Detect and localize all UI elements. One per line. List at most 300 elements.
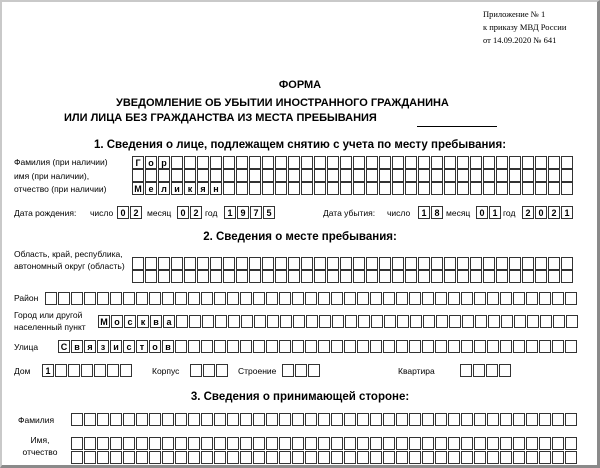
char-cell xyxy=(145,257,157,270)
receiving-surname-label: Фамилия xyxy=(18,415,55,425)
char-cell xyxy=(366,257,378,270)
char-cell xyxy=(301,182,313,195)
street-input[interactable] xyxy=(58,340,577,353)
char-cell xyxy=(158,169,170,182)
char-cell xyxy=(396,413,408,426)
char-cell xyxy=(509,257,521,270)
char-cell xyxy=(292,413,304,426)
char-cell xyxy=(561,257,573,270)
birth-year-label: год xyxy=(205,208,218,218)
char-cell xyxy=(496,257,508,270)
char-cell xyxy=(435,292,447,305)
char-cell xyxy=(422,451,434,464)
char-cell xyxy=(253,451,265,464)
char-cell: т xyxy=(136,340,148,353)
departure-day-input[interactable] xyxy=(418,206,443,219)
char-cell xyxy=(396,451,408,464)
char-cell xyxy=(288,182,300,195)
char-cell xyxy=(314,169,326,182)
char-cell xyxy=(136,451,148,464)
char-cell xyxy=(295,364,307,377)
char-cell xyxy=(548,182,560,195)
char-cell xyxy=(474,437,486,450)
district-input[interactable] xyxy=(45,292,577,305)
char-cell xyxy=(548,156,560,169)
char-cell xyxy=(418,270,430,283)
receiving-name-input-row-1[interactable] xyxy=(71,437,577,450)
char-cell xyxy=(500,340,512,353)
char-cell xyxy=(409,413,421,426)
char-cell xyxy=(171,156,183,169)
char-cell xyxy=(132,270,144,283)
char-cell xyxy=(214,437,226,450)
char-cell xyxy=(275,169,287,182)
char-cell xyxy=(197,156,209,169)
char-cell xyxy=(526,437,538,450)
char-cell xyxy=(461,451,473,464)
char-cell xyxy=(288,257,300,270)
char-cell xyxy=(448,437,460,450)
char-cell xyxy=(470,169,482,182)
char-cell xyxy=(379,257,391,270)
char-cell xyxy=(483,257,495,270)
char-cell xyxy=(371,315,383,328)
char-cell xyxy=(214,413,226,426)
char-cell xyxy=(262,257,274,270)
char-cell xyxy=(561,182,573,195)
char-cell xyxy=(280,315,292,328)
char-cell xyxy=(475,315,487,328)
char-cell xyxy=(405,270,417,283)
char-cell xyxy=(110,292,122,305)
char-cell xyxy=(500,451,512,464)
char-cell xyxy=(487,437,499,450)
char-cell xyxy=(158,270,170,283)
char-cell: з xyxy=(97,340,109,353)
char-cell xyxy=(431,270,443,283)
char-cell xyxy=(327,182,339,195)
char-cell xyxy=(344,451,356,464)
char-cell xyxy=(292,451,304,464)
char-cell xyxy=(396,340,408,353)
char-cell xyxy=(460,364,472,377)
char-cell xyxy=(301,156,313,169)
char-cell xyxy=(236,257,248,270)
char-cell xyxy=(71,413,83,426)
char-cell xyxy=(240,292,252,305)
char-cell xyxy=(457,270,469,283)
char-cell xyxy=(149,292,161,305)
char-cell: 0 xyxy=(535,206,547,219)
char-cell xyxy=(249,169,261,182)
birth-year-input[interactable] xyxy=(224,206,275,219)
char-cell: 0 xyxy=(177,206,189,219)
char-cell: в xyxy=(150,315,162,328)
char-cell xyxy=(487,340,499,353)
char-cell xyxy=(327,156,339,169)
city-input[interactable] xyxy=(98,315,578,328)
name-input[interactable] xyxy=(132,169,573,182)
char-cell xyxy=(97,451,109,464)
char-cell xyxy=(435,437,447,450)
char-cell xyxy=(526,340,538,353)
char-cell xyxy=(552,437,564,450)
char-cell xyxy=(240,340,252,353)
birth-day-input[interactable] xyxy=(117,206,142,219)
receiving-surname-input[interactable] xyxy=(71,413,577,426)
char-cell xyxy=(535,270,547,283)
char-cell: 2 xyxy=(522,206,534,219)
house-input[interactable] xyxy=(42,364,132,377)
char-cell xyxy=(279,437,291,450)
char-cell xyxy=(379,182,391,195)
char-cell xyxy=(470,182,482,195)
char-cell xyxy=(201,292,213,305)
region-label: Область, край, республика, автономный округ (область) xyxy=(14,249,125,271)
char-cell xyxy=(470,257,482,270)
char-cell xyxy=(444,182,456,195)
char-cell xyxy=(201,413,213,426)
char-cell xyxy=(301,169,313,182)
section-1-heading: 1. Сведения о лице, подлежащем снятию с учета по месту пребывания: xyxy=(93,139,507,151)
char-cell xyxy=(58,292,70,305)
char-cell xyxy=(473,364,485,377)
char-cell xyxy=(293,315,305,328)
char-cell xyxy=(184,169,196,182)
char-cell xyxy=(288,270,300,283)
char-cell: М xyxy=(98,315,110,328)
char-cell xyxy=(535,169,547,182)
char-cell xyxy=(487,451,499,464)
char-cell xyxy=(184,257,196,270)
char-cell: о xyxy=(145,156,157,169)
char-cell xyxy=(422,340,434,353)
char-cell xyxy=(353,169,365,182)
char-cell xyxy=(405,257,417,270)
char-cell xyxy=(240,437,252,450)
char-cell xyxy=(509,182,521,195)
char-cell xyxy=(513,340,525,353)
char-cell xyxy=(522,257,534,270)
char-cell xyxy=(314,156,326,169)
structure-label: Строение xyxy=(238,366,277,376)
char-cell xyxy=(370,292,382,305)
char-cell xyxy=(344,437,356,450)
char-cell xyxy=(513,292,525,305)
char-cell xyxy=(384,315,396,328)
char-cell xyxy=(227,451,239,464)
char-cell: 2 xyxy=(548,206,560,219)
char-cell xyxy=(431,156,443,169)
char-cell xyxy=(45,292,57,305)
char-cell xyxy=(448,451,460,464)
building-input[interactable] xyxy=(190,364,228,377)
char-cell xyxy=(418,169,430,182)
char-cell xyxy=(253,292,265,305)
char-cell xyxy=(340,257,352,270)
char-cell xyxy=(132,257,144,270)
char-cell xyxy=(553,315,565,328)
city-label: Город или другой населенный пункт xyxy=(14,310,86,332)
char-cell xyxy=(275,182,287,195)
char-cell xyxy=(175,451,187,464)
char-cell xyxy=(292,437,304,450)
char-cell xyxy=(331,413,343,426)
char-cell xyxy=(383,437,395,450)
char-cell xyxy=(483,156,495,169)
char-cell xyxy=(383,413,395,426)
char-cell: и xyxy=(110,340,122,353)
char-cell xyxy=(513,413,525,426)
char-cell xyxy=(171,270,183,283)
char-cell xyxy=(357,292,369,305)
char-cell xyxy=(162,413,174,426)
section-2-heading: 2. Сведения о месте пребывания: xyxy=(203,231,397,243)
char-cell xyxy=(405,156,417,169)
char-cell xyxy=(305,437,317,450)
char-cell xyxy=(423,315,435,328)
char-cell xyxy=(292,292,304,305)
char-cell xyxy=(431,182,443,195)
char-cell xyxy=(210,257,222,270)
char-cell xyxy=(552,413,564,426)
char-cell: я xyxy=(197,182,209,195)
char-cell xyxy=(331,292,343,305)
char-cell xyxy=(383,340,395,353)
char-cell: о xyxy=(149,340,161,353)
char-cell xyxy=(522,169,534,182)
char-cell xyxy=(397,315,409,328)
char-cell xyxy=(332,315,344,328)
char-cell xyxy=(496,270,508,283)
char-cell xyxy=(409,340,421,353)
char-cell xyxy=(253,413,265,426)
char-cell xyxy=(370,413,382,426)
char-cell xyxy=(110,413,122,426)
char-cell xyxy=(253,340,265,353)
char-cell xyxy=(202,315,214,328)
char-cell xyxy=(275,270,287,283)
char-cell xyxy=(565,437,577,450)
char-cell xyxy=(474,292,486,305)
char-cell xyxy=(97,437,109,450)
char-cell xyxy=(215,315,227,328)
char-cell xyxy=(227,437,239,450)
char-cell: н xyxy=(210,182,222,195)
apartment-input[interactable] xyxy=(460,364,511,377)
char-cell xyxy=(275,257,287,270)
char-cell xyxy=(318,437,330,450)
char-cell xyxy=(526,413,538,426)
char-cell xyxy=(171,257,183,270)
char-cell xyxy=(379,156,391,169)
char-cell xyxy=(486,364,498,377)
char-cell xyxy=(500,437,512,450)
char-cell xyxy=(539,413,551,426)
departure-month-label: месяц xyxy=(446,208,471,218)
char-cell xyxy=(474,340,486,353)
char-cell xyxy=(266,340,278,353)
title-line-2: ИЛИ ЛИЦА БЕЗ ГРАЖДАНСТВА ИЗ МЕСТА ПРЕБЫВАНИЯ xyxy=(64,112,377,124)
char-cell xyxy=(236,182,248,195)
char-cell: 0 xyxy=(476,206,488,219)
char-cell xyxy=(565,292,577,305)
char-cell: в xyxy=(71,340,83,353)
char-cell xyxy=(435,413,447,426)
region-input-row-2[interactable] xyxy=(132,270,573,283)
char-cell xyxy=(158,257,170,270)
birth-month-label: месяц xyxy=(147,208,172,218)
char-cell xyxy=(175,413,187,426)
departure-month-input[interactable] xyxy=(476,206,501,219)
char-cell xyxy=(457,169,469,182)
char-cell xyxy=(392,156,404,169)
char-cell xyxy=(84,292,96,305)
char-cell xyxy=(548,257,560,270)
char-cell xyxy=(123,451,135,464)
patronymic-input[interactable] xyxy=(132,182,573,195)
char-cell xyxy=(132,169,144,182)
char-cell xyxy=(561,270,573,283)
char-cell xyxy=(487,292,499,305)
departure-year-input[interactable] xyxy=(522,206,573,219)
char-cell xyxy=(431,257,443,270)
title-underline xyxy=(417,126,497,127)
char-cell xyxy=(444,169,456,182)
char-cell xyxy=(318,340,330,353)
region-input-row-1[interactable] xyxy=(132,257,573,270)
char-cell xyxy=(279,340,291,353)
char-cell xyxy=(262,182,274,195)
char-cell xyxy=(301,257,313,270)
char-cell xyxy=(189,315,201,328)
char-cell xyxy=(123,413,135,426)
char-cell xyxy=(327,169,339,182)
char-cell xyxy=(120,364,132,377)
char-cell xyxy=(149,437,161,450)
apartment-label: Квартира xyxy=(398,366,435,376)
char-cell xyxy=(448,292,460,305)
char-cell xyxy=(84,413,96,426)
char-cell xyxy=(526,292,538,305)
char-cell xyxy=(513,451,525,464)
char-cell xyxy=(392,169,404,182)
char-cell xyxy=(539,340,551,353)
char-cell xyxy=(366,270,378,283)
char-cell xyxy=(535,182,547,195)
char-cell xyxy=(435,451,447,464)
char-cell xyxy=(344,413,356,426)
char-cell: л xyxy=(158,182,170,195)
char-cell xyxy=(522,270,534,283)
char-cell xyxy=(522,156,534,169)
char-cell xyxy=(396,437,408,450)
char-cell xyxy=(236,156,248,169)
char-cell xyxy=(262,156,274,169)
char-cell xyxy=(188,292,200,305)
char-cell xyxy=(97,292,109,305)
char-cell xyxy=(514,315,526,328)
building-label: Корпус xyxy=(152,366,180,376)
char-cell xyxy=(331,437,343,450)
char-cell xyxy=(318,413,330,426)
char-cell xyxy=(288,156,300,169)
char-cell xyxy=(71,437,83,450)
char-cell xyxy=(496,169,508,182)
char-cell xyxy=(162,437,174,450)
char-cell xyxy=(314,257,326,270)
char-cell: в xyxy=(162,340,174,353)
char-cell xyxy=(496,156,508,169)
section-3-heading: 3. Сведения о принимающей стороне: xyxy=(190,391,410,403)
char-cell xyxy=(461,413,473,426)
char-cell xyxy=(188,413,200,426)
char-cell xyxy=(548,270,560,283)
surname-input[interactable] xyxy=(132,156,573,169)
title-line-1: УВЕДОМЛЕНИЕ ОБ УБЫТИИ ИНОСТРАННОГО ГРАЖДАНИНА xyxy=(116,97,449,109)
char-cell xyxy=(500,413,512,426)
char-cell xyxy=(184,156,196,169)
char-cell xyxy=(308,364,320,377)
char-cell xyxy=(444,257,456,270)
departure-day-label: число xyxy=(387,208,411,218)
char-cell: 9 xyxy=(237,206,249,219)
char-cell xyxy=(314,270,326,283)
char-cell xyxy=(71,292,83,305)
char-cell: М xyxy=(132,182,144,195)
char-cell: 2 xyxy=(190,206,202,219)
char-cell xyxy=(162,451,174,464)
char-cell xyxy=(409,437,421,450)
char-cell xyxy=(353,182,365,195)
char-cell xyxy=(327,257,339,270)
char-cell xyxy=(552,340,564,353)
patronymic-label: отчество (при наличии) xyxy=(14,184,107,194)
char-cell xyxy=(249,270,261,283)
char-cell xyxy=(223,156,235,169)
char-cell xyxy=(305,340,317,353)
char-cell xyxy=(535,257,547,270)
appendix-line-2: к приказу МВД России xyxy=(483,22,567,32)
char-cell xyxy=(236,169,248,182)
char-cell xyxy=(84,437,96,450)
char-cell xyxy=(71,451,83,464)
char-cell xyxy=(526,451,538,464)
char-cell xyxy=(552,292,564,305)
receiving-name-input-row-2[interactable] xyxy=(71,451,577,464)
char-cell xyxy=(201,451,213,464)
street-label: Улица xyxy=(14,342,39,352)
birth-month-input[interactable] xyxy=(177,206,202,219)
char-cell xyxy=(267,315,279,328)
char-cell xyxy=(457,156,469,169)
char-cell: 1 xyxy=(561,206,573,219)
char-cell xyxy=(201,340,213,353)
char-cell xyxy=(184,270,196,283)
char-cell xyxy=(527,315,539,328)
char-cell: 1 xyxy=(42,364,54,377)
char-cell: я xyxy=(84,340,96,353)
char-cell xyxy=(197,270,209,283)
char-cell xyxy=(461,340,473,353)
char-cell xyxy=(340,169,352,182)
char-cell xyxy=(175,340,187,353)
char-cell xyxy=(509,270,521,283)
char-cell xyxy=(474,413,486,426)
structure-input[interactable] xyxy=(282,364,320,377)
char-cell xyxy=(262,270,274,283)
char-cell xyxy=(223,169,235,182)
